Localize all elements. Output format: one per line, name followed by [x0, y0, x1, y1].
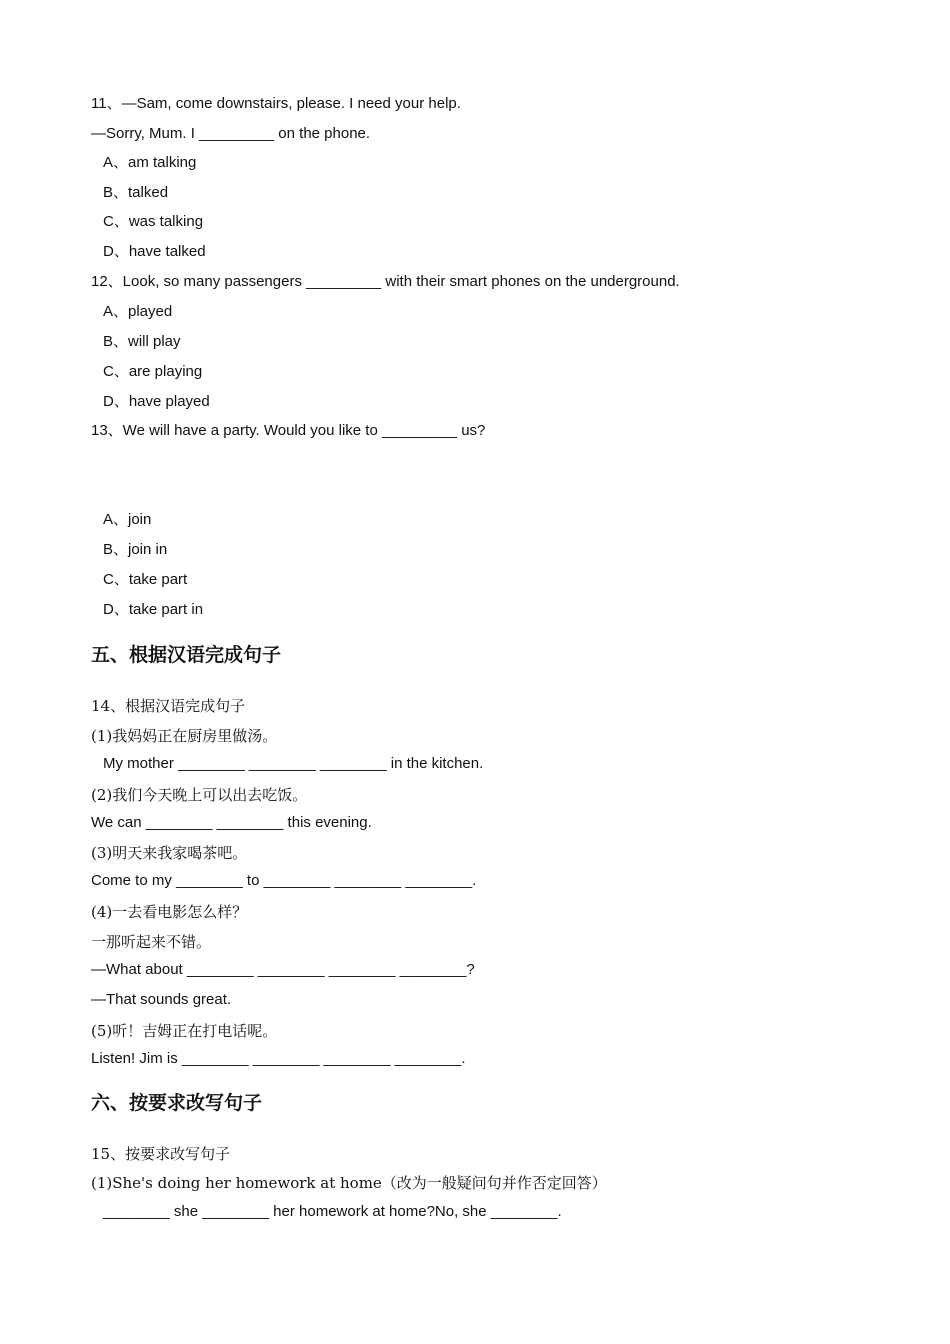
q15-item1-instruction: (1)She's doing her homework at home（改为一般疑问句并作否定回答）: [91, 1174, 607, 1192]
q11-reply: —Sorry, Mum. I _________ on the phone.: [91, 125, 371, 142]
q14-item4-english-question: —What about ________ ________ ________ ________?: [91, 961, 475, 978]
q12-option-c: C、are playing: [103, 363, 203, 380]
q14-item2-chinese: (2)我们今天晚上可以出去吃饭。: [91, 786, 308, 804]
q11-option-b: B、talked: [103, 184, 169, 201]
q13-stem: 13、We will have a party. Would you like to _________ us?: [91, 422, 486, 439]
q15-title: 15、按要求改写句子: [91, 1145, 231, 1163]
q12-option-a: A、played: [103, 303, 173, 320]
q14-item4-english-answer: —That sounds great.: [91, 991, 232, 1008]
q14-item3-chinese: (3)明天来我家喝茶吧。: [91, 844, 248, 862]
q13-option-d: D、take part in: [103, 601, 204, 618]
q15-item1-answer-line: ________ she ________ her homework at home?No, she ________.: [103, 1203, 562, 1220]
q11-option-c: C、was talking: [103, 213, 204, 230]
q14-item4-chinese-answer: 一那听起来不错。: [91, 933, 212, 951]
q14-item5-english: Listen! Jim is ________ ________ ________ ________.: [91, 1050, 466, 1067]
q14-item5-chinese: (5)听！吉姆正在打电话呢。: [91, 1022, 278, 1040]
q14-item2-english: We can ________ ________ this evening.: [91, 814, 372, 831]
q13-option-a: A、join: [103, 511, 152, 528]
q12-option-b: B、will play: [103, 333, 181, 350]
q14-title: 14、根据汉语完成句子: [91, 697, 246, 715]
q14-item1-chinese: (1)我妈妈正在厨房里做汤。: [91, 727, 278, 745]
q13-option-c: C、take part: [103, 571, 188, 588]
section6-heading: 六、按要求改写句子: [91, 1092, 263, 1114]
section5-heading: 五、根据汉语完成句子: [91, 644, 282, 666]
q11-option-d: D、have talked: [103, 243, 206, 260]
q14-item3-english: Come to my ________ to ________ ________ ________.: [91, 872, 477, 889]
q11-option-a: A、am talking: [103, 154, 197, 171]
q14-item4-chinese-question: (4)一去看电影怎么样？: [91, 903, 248, 921]
q11-stem: 11、—Sam, come downstairs, please. I need your help.: [91, 95, 461, 112]
q12-stem: 12、Look, so many passengers _________ with their smart phones on the underground.: [91, 273, 680, 290]
q12-option-d: D、have played: [103, 393, 210, 410]
q14-item1-english: My mother ________ ________ ________ in the kitchen.: [103, 755, 484, 772]
q13-option-b: B、join in: [103, 541, 168, 558]
